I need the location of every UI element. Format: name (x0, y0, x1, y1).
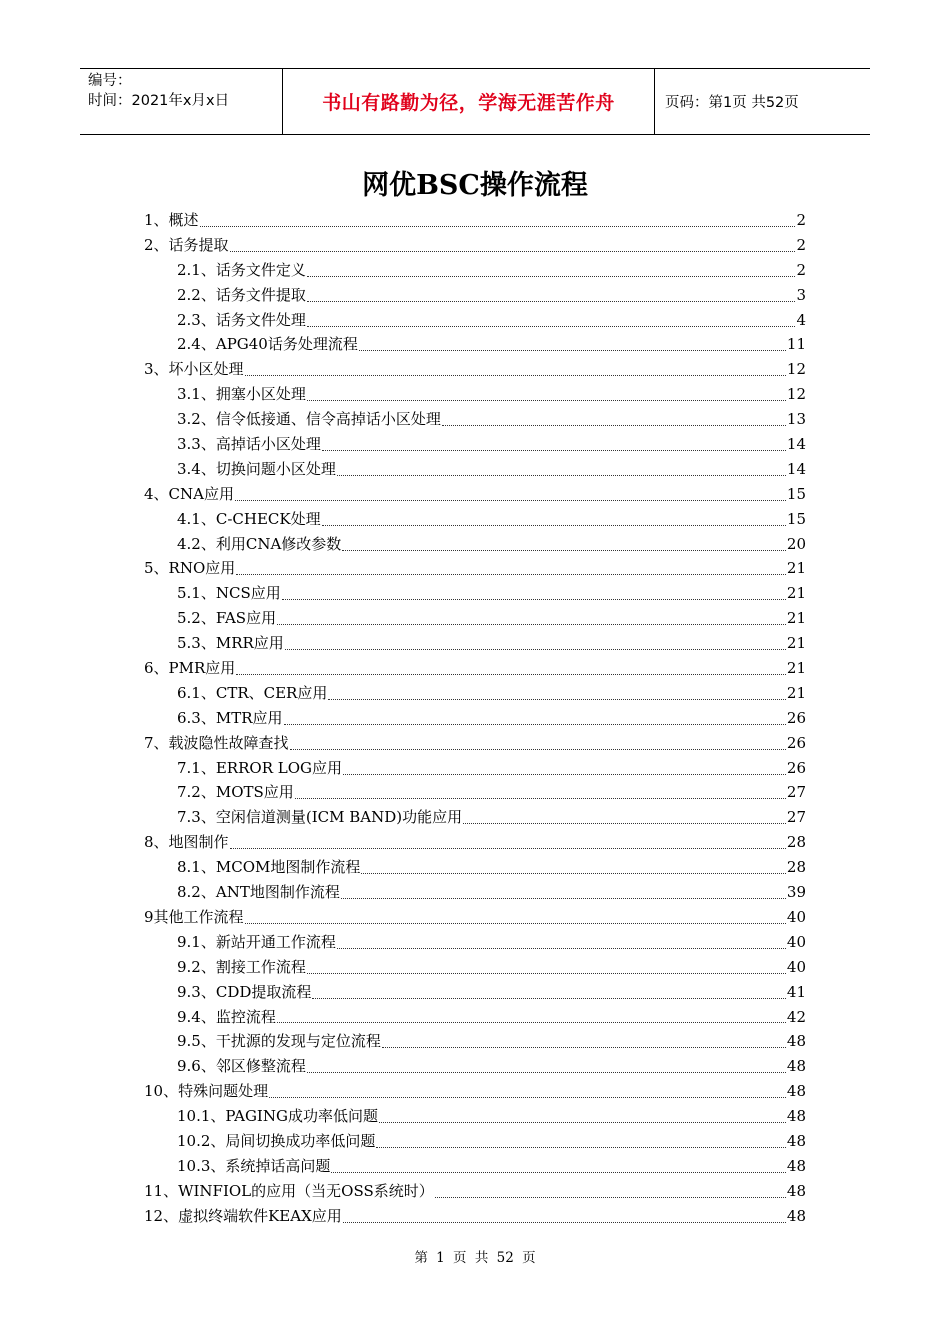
toc-entry-page: 14 (786, 459, 806, 478)
toc-entry-page: 42 (786, 1007, 806, 1026)
toc-leader-dots (463, 823, 786, 824)
toc-entry[interactable] (144, 208, 806, 233)
toc-leader-dots (230, 848, 786, 849)
toc-entry-page: 28 (786, 833, 806, 852)
toc-leader-dots (230, 251, 796, 252)
toc-entry-page: 11 (786, 335, 806, 354)
toc-entry[interactable] (144, 1179, 806, 1204)
toc-entry[interactable] (144, 507, 806, 532)
toc-entry[interactable] (144, 780, 806, 805)
toc-entry[interactable] (144, 482, 806, 507)
toc-entry-page: 13 (786, 410, 806, 429)
toc-leader-dots (331, 1172, 786, 1173)
page-header (80, 68, 870, 135)
toc-entry-page: 21 (786, 559, 806, 578)
toc-entry-page: 27 (786, 783, 806, 802)
toc-entry-label: 5.2、FAS应用 (177, 609, 277, 628)
toc-leader-dots (245, 375, 786, 376)
toc-entry-page: 20 (786, 534, 806, 553)
toc-entry[interactable] (144, 880, 806, 905)
toc-leader-dots (376, 1147, 786, 1148)
toc-entry-page: 48 (786, 1206, 806, 1225)
toc-entry[interactable] (144, 1054, 806, 1079)
toc-entry-page: 4 (796, 310, 806, 329)
toc-leader-dots (322, 450, 786, 451)
toc-entry-page: 21 (786, 659, 806, 678)
header-page-info: 页码：第1页 共52页 (665, 95, 799, 111)
toc-entry-page: 12 (786, 385, 806, 404)
toc-entry-label: 2.4、APG40话务处理流程 (177, 335, 358, 354)
toc-entry[interactable] (144, 283, 806, 308)
toc-entry-page: 21 (786, 683, 806, 702)
toc-entry[interactable] (144, 382, 806, 407)
toc-entry-label: 6.1、CTR、CER应用 (177, 683, 328, 702)
toc-leader-dots (307, 276, 796, 277)
toc-entry-label: 10、特殊问题处理 (144, 1082, 269, 1101)
toc-entry-label: 5.3、MRR应用 (177, 634, 284, 653)
toc-entry[interactable] (144, 631, 806, 656)
toc-entry-page: 14 (786, 435, 806, 454)
toc-entry-page: 28 (786, 858, 806, 877)
toc-leader-dots (236, 574, 786, 575)
toc-entry-page: 2 (796, 260, 806, 279)
toc-leader-dots (282, 599, 786, 600)
toc-leader-dots (361, 873, 786, 874)
toc-leader-dots (307, 326, 796, 327)
toc-entry-label: 2.2、话务文件提取 (177, 285, 306, 304)
toc-leader-dots (284, 724, 786, 725)
toc-entry-label: 4、CNA应用 (144, 484, 234, 503)
toc-entry-label: 9.3、CDD提取流程 (177, 982, 312, 1001)
toc-entry-label: 7.2、MOTS应用 (177, 783, 294, 802)
toc-entry[interactable] (144, 233, 806, 258)
toc-entry-label: 3.1、拥塞小区处理 (177, 385, 306, 404)
toc-entry-page: 3 (796, 285, 806, 304)
toc-entry-page: 40 (786, 907, 806, 926)
toc-entry-label: 9.2、割接工作流程 (177, 957, 306, 976)
toc-entry[interactable] (144, 606, 806, 631)
toc-entry[interactable] (144, 357, 806, 382)
toc-entry[interactable] (144, 656, 806, 681)
toc-entry[interactable] (144, 457, 806, 482)
toc-entry-label: 7.3、空闲信道测量(ICM BAND)功能应用 (177, 808, 463, 827)
toc-leader-dots (322, 525, 786, 526)
header-motto: 书山有路勤为径，学海无涯苦作舟 (282, 69, 655, 134)
toc-entry-page: 21 (786, 609, 806, 628)
toc-entry[interactable] (144, 581, 806, 606)
toc-entry-label: 4.1、C-CHECK处理 (177, 509, 321, 528)
toc-entry-label: 10.2、局间切换成功率低问题 (177, 1131, 376, 1150)
toc-entry-label: 9.1、新站开通工作流程 (177, 932, 336, 951)
toc-leader-dots (290, 749, 786, 750)
toc-entry-label: 6、PMR应用 (144, 659, 236, 678)
toc-entry-page: 48 (786, 1131, 806, 1150)
toc-entry[interactable] (144, 556, 806, 581)
toc-entry-label: 3.2、信令低接通、信令高掉话小区处理 (177, 410, 441, 429)
toc-entry-label: 8.2、ANT地图制作流程 (177, 883, 340, 902)
toc-leader-dots (312, 998, 786, 999)
toc-leader-dots (343, 774, 786, 775)
toc-entry-label: 1、概述 (144, 211, 199, 229)
toc-entry-page: 40 (786, 957, 806, 976)
toc-entry[interactable] (144, 1154, 806, 1179)
toc-entry-label: 7.1、ERROR LOG应用 (177, 758, 342, 777)
toc-leader-dots (342, 550, 786, 551)
toc-entry-label: 3.4、切换问题小区处理 (177, 459, 336, 478)
toc-entry[interactable] (144, 407, 806, 432)
toc-entry[interactable] (144, 905, 806, 930)
toc-entry-page: 48 (786, 1107, 806, 1126)
toc-entry-label: 3.3、高掉话小区处理 (177, 435, 321, 454)
toc-entry-label: 11、WINFIOL的应用（当无OSS系统时） (144, 1181, 434, 1200)
toc-entry-label: 10.1、PAGING成功率低问题 (177, 1107, 378, 1126)
toc-entry-page: 40 (786, 932, 806, 951)
toc-entry-page: 27 (786, 808, 806, 827)
toc-entry-page: 15 (786, 509, 806, 528)
toc-leader-dots (442, 425, 786, 426)
toc-leader-dots (285, 649, 786, 650)
toc-entry-label: 5.1、NCS应用 (177, 584, 281, 603)
table-of-contents (144, 208, 806, 1229)
toc-entry-page: 48 (786, 1032, 806, 1051)
toc-entry-label: 3、坏小区处理 (144, 360, 244, 379)
toc-leader-dots (307, 400, 786, 401)
toc-entry-page: 26 (786, 733, 806, 752)
toc-entry[interactable] (144, 432, 806, 457)
toc-leader-dots (245, 923, 786, 924)
toc-leader-dots (269, 1097, 786, 1098)
toc-entry-page: 15 (786, 484, 806, 503)
toc-entry-page: 26 (786, 758, 806, 777)
toc-entry-page: 12 (786, 360, 806, 379)
toc-entry[interactable] (144, 308, 806, 333)
toc-entry[interactable] (144, 1005, 806, 1030)
toc-entry[interactable] (144, 1029, 806, 1054)
toc-entry[interactable] (144, 731, 806, 756)
toc-entry[interactable] (144, 332, 806, 357)
toc-entry-page: 48 (786, 1082, 806, 1101)
toc-entry-label: 5、RNO应用 (144, 559, 236, 578)
toc-leader-dots (277, 624, 786, 625)
toc-entry[interactable] (144, 1204, 806, 1229)
toc-entry[interactable] (144, 706, 806, 731)
toc-entry[interactable] (144, 1079, 806, 1104)
toc-entry-label: 8.1、MCOM地图制作流程 (177, 858, 361, 877)
toc-leader-dots (307, 301, 796, 302)
toc-leader-dots (343, 1222, 786, 1223)
toc-entry-page: 2 (796, 211, 806, 229)
header-number-label: 编号： (88, 73, 132, 89)
toc-entry-label: 2、话务提取 (144, 235, 229, 254)
toc-entry-page: 48 (786, 1181, 806, 1200)
toc-entry[interactable] (144, 855, 806, 880)
toc-entry-page: 26 (786, 708, 806, 727)
toc-leader-dots (359, 350, 786, 351)
toc-leader-dots (236, 674, 786, 675)
toc-leader-dots (382, 1047, 786, 1048)
toc-entry[interactable] (144, 955, 806, 980)
toc-entry-label: 10.3、系统掉话高问题 (177, 1156, 331, 1175)
toc-leader-dots (200, 226, 796, 227)
toc-entry[interactable] (144, 1129, 806, 1154)
toc-entry[interactable] (144, 830, 806, 855)
toc-leader-dots (328, 699, 786, 700)
toc-entry[interactable] (144, 980, 806, 1005)
toc-entry-page: 41 (786, 982, 806, 1001)
toc-entry[interactable] (144, 1104, 806, 1129)
toc-entry-label: 9.5、干扰源的发现与定位流程 (177, 1032, 381, 1051)
toc-leader-dots (337, 948, 786, 949)
toc-leader-dots (307, 973, 786, 974)
toc-entry[interactable] (144, 805, 806, 830)
toc-entry-label: 9.6、邻区修整流程 (177, 1057, 306, 1076)
toc-entry-label: 2.3、话务文件处理 (177, 310, 306, 329)
toc-entry-label: 9其他工作流程 (144, 907, 244, 926)
header-left-cell (80, 69, 282, 134)
page-footer: 第 1 页 共 52 页 (414, 1250, 536, 1266)
toc-entry-label: 2.1、话务文件定义 (177, 260, 306, 279)
toc-leader-dots (435, 1197, 786, 1198)
toc-entry[interactable] (144, 258, 806, 283)
toc-entry[interactable] (144, 756, 806, 781)
toc-entry-label: 12、虚拟终端软件KEAX应用 (144, 1206, 342, 1225)
toc-leader-dots (337, 475, 786, 476)
toc-entry[interactable] (144, 532, 806, 557)
toc-leader-dots (307, 1072, 786, 1073)
toc-entry[interactable] (144, 930, 806, 955)
header-date-label: 时间：2021年x月x日 (88, 93, 230, 109)
toc-entry-page: 21 (786, 584, 806, 603)
toc-entry-page: 39 (786, 883, 806, 902)
toc-entry-page: 2 (796, 235, 806, 254)
toc-entry-label: 4.2、利用CNA修改参数 (177, 534, 342, 553)
toc-entry-page: 21 (786, 634, 806, 653)
toc-leader-dots (341, 898, 786, 899)
toc-entry-page: 48 (786, 1057, 806, 1076)
toc-leader-dots (295, 798, 786, 799)
document-title: 网优BSC操作流程 (362, 170, 588, 201)
toc-leader-dots (235, 500, 786, 501)
toc-entry-page: 48 (786, 1156, 806, 1175)
toc-entry[interactable] (144, 681, 806, 706)
toc-leader-dots (277, 1022, 786, 1023)
toc-entry-label: 8、地图制作 (144, 833, 229, 852)
toc-entry-label: 7、载波隐性故障查找 (144, 733, 289, 752)
toc-entry-label: 6.3、MTR应用 (177, 708, 283, 727)
toc-entry-label: 9.4、监控流程 (177, 1007, 276, 1026)
toc-leader-dots (379, 1122, 786, 1123)
